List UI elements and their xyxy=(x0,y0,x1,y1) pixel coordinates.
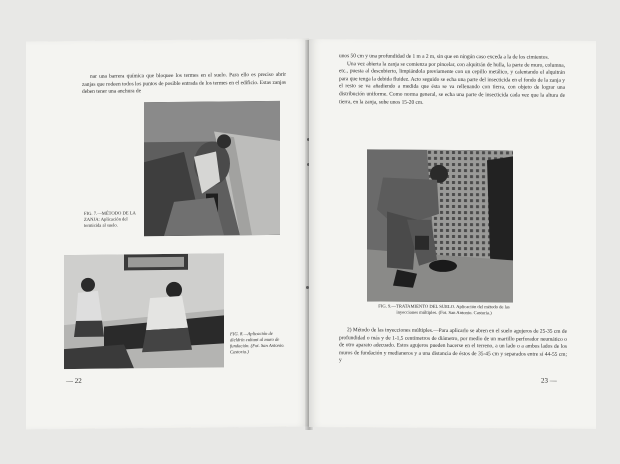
fig9-photo xyxy=(367,149,513,302)
left-page xyxy=(26,39,309,430)
left-page-number: — 22 xyxy=(66,376,82,386)
right-page-number: 23 — xyxy=(541,376,557,385)
fig9-caption: FIG. 9.—TRATAMIENTO DEL SUELO. Aplicación del método de las inyecciones múltiples. (Fot. San Antonio. Castoria.) xyxy=(378,303,510,316)
right-paragraph-2: Una vez abierta la zanja se comienza por pincelar, con alquitrán de hulla, la parte de muro, columna, etc., puesta al descubierto, limpiándola previamente con un cepillo metálico, y calentando el alquitrán para que tenga la debida fluidez. Acto seguido se echa una parte del insecticida en el fondo de la zanja y el resto se va añadiendo a medida que ésta se va rellenando con tierra, con objeto de lograr una distribución uniforme. Como norma general, se echa una parte de insecticida cada vez que la altura de tierra, en la zanja, sube unos 15-20 cm. xyxy=(339,60,565,106)
right-paragraph-3: 2) Método de las inyecciones múltiples.—Para aplicarlo se abren en el suelo agujeros de 25-35 cm de profundidad o más y de 1-1,5 centímetros de diámetro, por medio de un martillo perforador neumático o de otro aparato adecuado. Estos agujeros pueden hacerse en el terreno, a un lado o a ambos lados de los muros de fundación y medianeros y a una distancia de éstos de 35-45 cm y separados entre sí 44-55 cm; y xyxy=(339,327,567,364)
fig7-photo xyxy=(144,101,280,236)
left-paragraph: nar una barrera química que bloquee los termes en el suelo. Para ello es preciso abrir zanjas que rodeen todos los puntos de posible entrada de los termes en el edificio. Estas zanjas deben tener una anchura de xyxy=(82,71,286,96)
right-page xyxy=(309,39,596,429)
left-page-text xyxy=(82,72,286,97)
right-paragraph-1: unos 50 cm y una profundidad de 1 m a 2 m, sin que en ningún caso exceda a la de los cimientos. xyxy=(339,53,549,61)
open-booklet xyxy=(26,40,596,430)
fig8-photo xyxy=(64,253,224,369)
right-page-text-bottom xyxy=(339,327,567,367)
right-page-text-top xyxy=(339,53,565,108)
fig7-caption: FIG. 7.—MÉTODO DE LA ZANJA: Aplicación del termicida al suelo. xyxy=(84,210,136,228)
fig8-caption: FIG. 8.—Aplicación de dieldrín cultant al muro de fundación. (Fot. San Antonio. Castoria.) xyxy=(230,330,285,355)
